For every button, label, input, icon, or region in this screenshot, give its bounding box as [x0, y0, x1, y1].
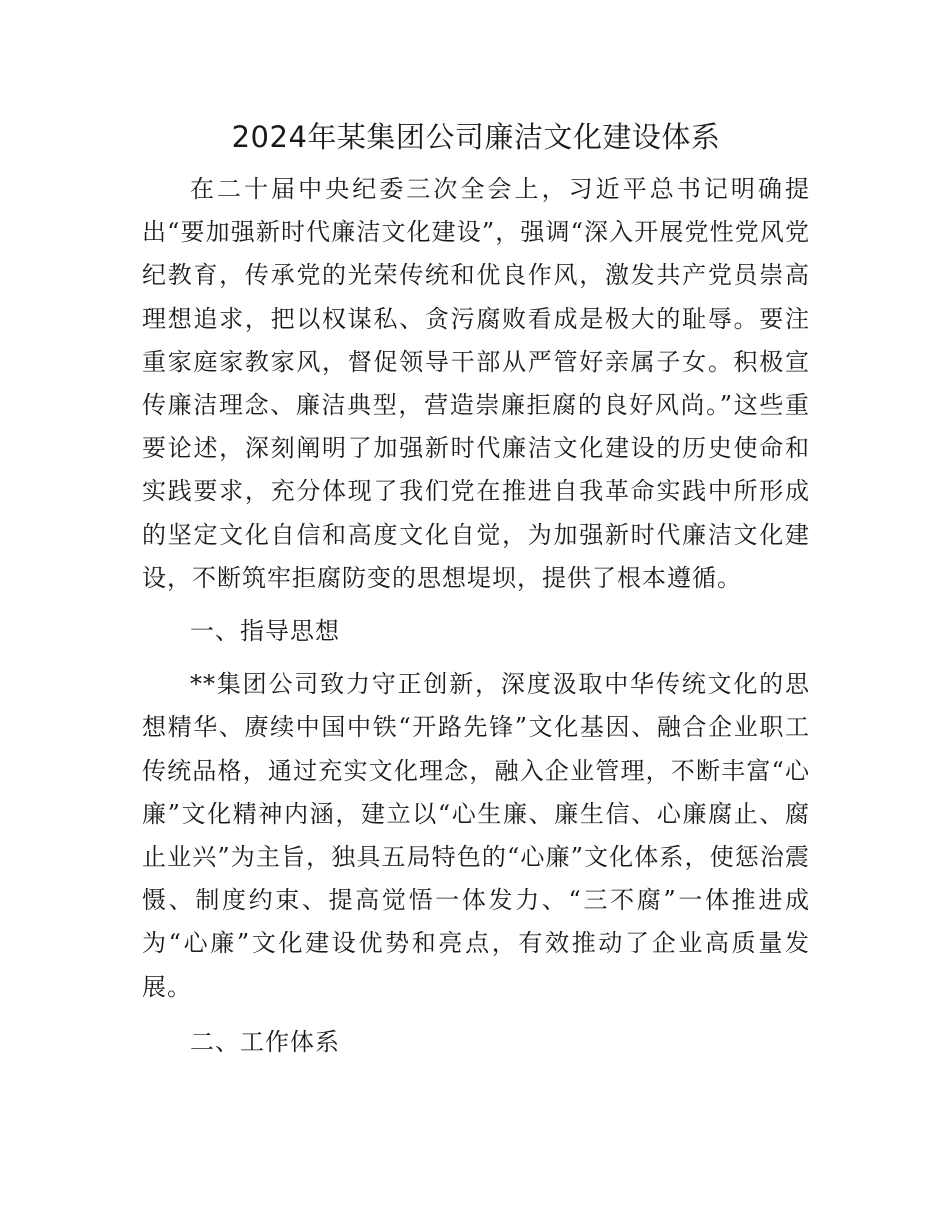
section-heading-guiding-ideology: 一、指导思想 — [190, 617, 340, 646]
intro-paragraph: 在二十届中央纪委三次全会上，习近平总书记明确提出“要加强新时代廉洁文化建设”，强调“深入开展党性党风党纪教育，传承党的光荣传统和优良作风，激发共产党员崇高理想追求，把以权谋私、贪污腐败看成是极大的耻辱。要注重家庭家教家风，督促领导干部从严管好亲属子女。积极宣传廉洁理念、廉洁典型，营造崇廉拒腐的良好风尚。”这些重要论述，深刻阐明了加强新时代廉洁文化建设的历史使命和实践要求，充分体现了我们党在推进自我革命实践中所形成的坚定文化自信和高度文化自觉，为加强新时代廉洁文化建设，不断筑牢拒腐防变的思想堤坝，提供了根本遵循。 — [142, 175, 810, 592]
section-heading-work-system: 二、工作体系 — [190, 1027, 340, 1056]
document-title: 2024年某集团公司廉洁文化建设体系 — [231, 120, 721, 154]
guiding-ideology-paragraph: **集团公司致力守正创新，深度汲取中华传统文化的思想精华、赓续中国中铁“开路先锋”文化基因、融合企业职工传统品格，通过充实文化理念，融入企业管理，不断丰富“心廉”文化精神内涵，建立以“心生廉、廉生信、心廉腐止、腐止业兴”为主旨，独具五局特色的“心廉”文化体系，使惩治震慑、制度约束、提高觉悟一体发力、“三不腐”一体推进成为“心廉”文化建设优势和亮点，有效推动了企业高质量发展。 — [142, 670, 810, 1001]
document-page — [142, 108, 810, 1064]
